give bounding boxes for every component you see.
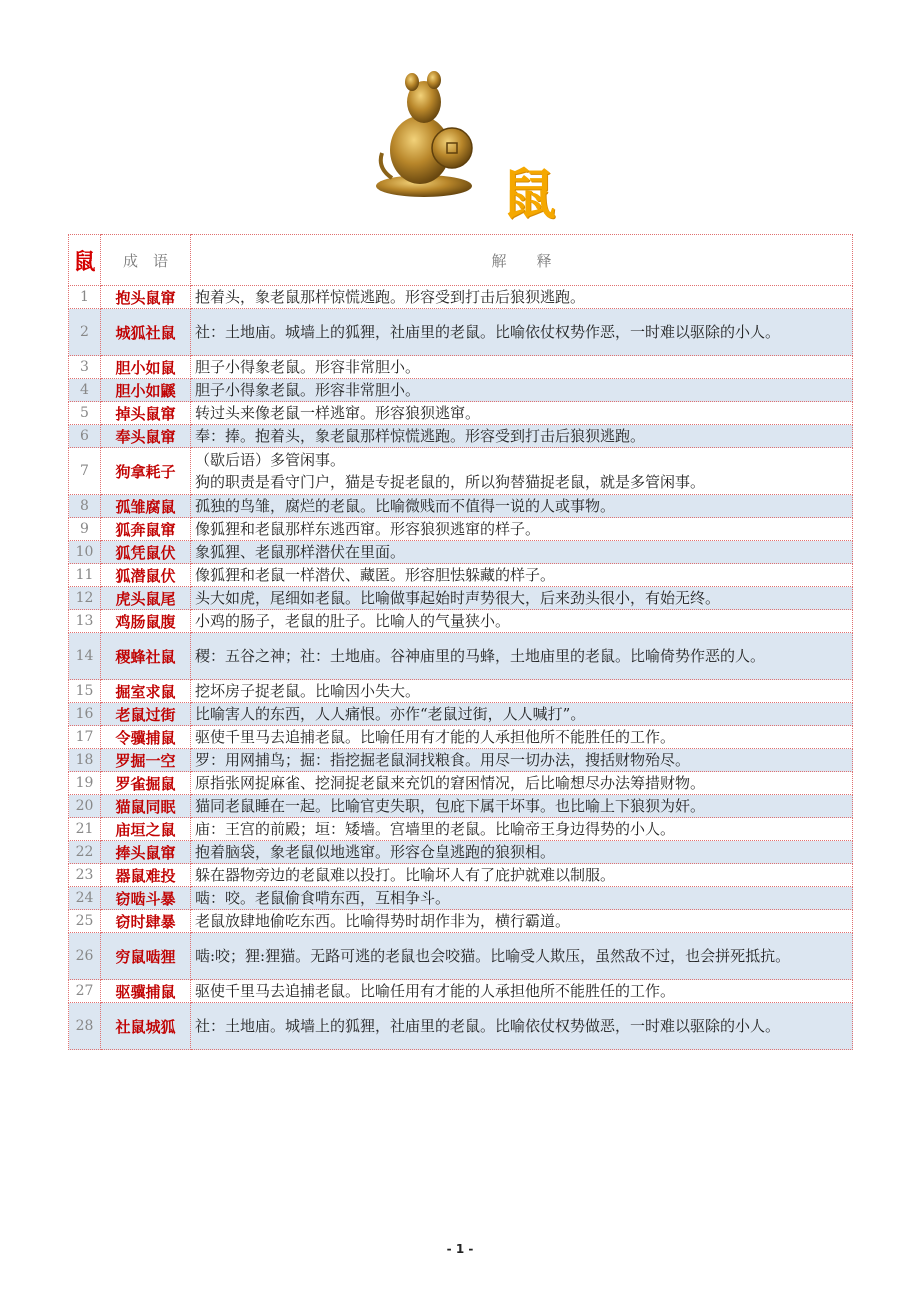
explanation-cell: 社：土地庙。城墙上的狐狸，社庙里的老鼠。比喻依仗权势作恶，一时难以驱除的小人。 <box>191 309 853 356</box>
idiom-cell: 抱头鼠窜 <box>101 286 191 309</box>
row-number: 14 <box>69 633 101 680</box>
row-number: 9 <box>69 518 101 541</box>
row-number: 23 <box>69 864 101 887</box>
row-number: 15 <box>69 680 101 703</box>
table-row <box>69 448 853 495</box>
table-row <box>69 864 853 887</box>
explanation-cell: 罗：用网捕鸟；掘：指挖掘老鼠洞找粮食。用尽一切办法，搜括财物殆尽。 <box>191 749 853 772</box>
table-row <box>69 887 853 910</box>
explanation-cell: 抱着头，象老鼠那样惊慌逃跑。形容受到打击后狼狈逃跑。 <box>191 286 853 309</box>
table-row <box>69 587 853 610</box>
row-number: 8 <box>69 495 101 518</box>
idiom-cell: 胆小如鼠 <box>101 356 191 379</box>
row-number: 28 <box>69 1003 101 1050</box>
explanation-cell: 象狐狸、老鼠那样潜伏在里面。 <box>191 541 853 564</box>
page-header <box>0 60 920 230</box>
idiom-cell: 罗掘一空 <box>101 749 191 772</box>
row-number: 7 <box>69 448 101 495</box>
table-header-row <box>69 235 853 286</box>
table-row <box>69 379 853 402</box>
zodiac-header-icon: 鼠 <box>69 235 101 286</box>
explanation-cell: 比喻害人的东西，人人痛恨。亦作“老鼠过街，人人喊打”。 <box>191 703 853 726</box>
table-row <box>69 518 853 541</box>
explanation-cell: 转过头来像老鼠一样逃窜。形容狼狈逃窜。 <box>191 402 853 425</box>
explanation-cell: 稷：五谷之神；社：土地庙。谷神庙里的马蜂，土地庙里的老鼠。比喻倚势作恶的人。 <box>191 633 853 680</box>
row-number: 22 <box>69 841 101 864</box>
table-row <box>69 402 853 425</box>
idiom-column-header: 成 语 <box>101 235 191 286</box>
table-body <box>69 286 853 1050</box>
idiom-cell: 穷鼠啮狸 <box>101 933 191 980</box>
idiom-cell: 城狐社鼠 <box>101 309 191 356</box>
explanation-column-header: 解 释 <box>191 235 853 286</box>
row-number: 17 <box>69 726 101 749</box>
explanation-cell: 胆子小得象老鼠。形容非常胆小。 <box>191 379 853 402</box>
idiom-cell: 胆小如鼷 <box>101 379 191 402</box>
explanation-cell: 挖坏房子捉老鼠。比喻因小失大。 <box>191 680 853 703</box>
row-number: 13 <box>69 610 101 633</box>
row-number: 18 <box>69 749 101 772</box>
explanation-cell: 庙：王宫的前殿；垣：矮墙。宫墙里的老鼠。比喻帝王身边得势的小人。 <box>191 818 853 841</box>
table-row <box>69 910 853 933</box>
table-row <box>69 772 853 795</box>
idiom-cell: 窃时肆暴 <box>101 910 191 933</box>
row-number: 4 <box>69 379 101 402</box>
idiom-cell: 孤雏腐鼠 <box>101 495 191 518</box>
table-row <box>69 726 853 749</box>
page-number: - 1 - <box>446 1242 474 1256</box>
table-row <box>69 680 853 703</box>
explanation-cell: 老鼠放肆地偷吃东西。比喻得势时胡作非为，横行霸道。 <box>191 910 853 933</box>
idiom-cell: 鸡肠鼠腹 <box>101 610 191 633</box>
row-number: 10 <box>69 541 101 564</box>
table-row <box>69 309 853 356</box>
idiom-cell: 老鼠过街 <box>101 703 191 726</box>
explanation-cell: 原指张网捉麻雀、挖洞捉老鼠来充饥的窘困情况，后比喻想尽办法筹措财物。 <box>191 772 853 795</box>
row-number: 21 <box>69 818 101 841</box>
explanation-cell: 躲在器物旁边的老鼠难以投打。比喻坏人有了庇护就难以制服。 <box>191 864 853 887</box>
explanation-cell: （歇后语）多管闲事。 狗的职责是看守门户，猫是专捉老鼠的，所以狗替猫捉老鼠，就是多管闲事。 <box>191 448 853 495</box>
idiom-cell: 庙垣之鼠 <box>101 818 191 841</box>
row-number: 6 <box>69 425 101 448</box>
row-number: 3 <box>69 356 101 379</box>
row-number: 16 <box>69 703 101 726</box>
idiom-cell: 器鼠难投 <box>101 864 191 887</box>
table-row <box>69 749 853 772</box>
explanation-cell: 奉：捧。抱着头，象老鼠那样惊慌逃跑。形容受到打击后狼狈逃跑。 <box>191 425 853 448</box>
row-number: 19 <box>69 772 101 795</box>
table-row <box>69 933 853 980</box>
idiom-cell: 捧头鼠窜 <box>101 841 191 864</box>
idiom-cell: 狐潜鼠伏 <box>101 564 191 587</box>
table-row <box>69 356 853 379</box>
idiom-cell: 掉头鼠窜 <box>101 402 191 425</box>
table-row <box>69 980 853 1003</box>
idiom-cell: 虎头鼠尾 <box>101 587 191 610</box>
idiom-cell: 令骥捕鼠 <box>101 726 191 749</box>
explanation-cell: 像狐狸和老鼠那样东逃西窜。形容狼狈逃窜的样子。 <box>191 518 853 541</box>
row-number: 12 <box>69 587 101 610</box>
table-row <box>69 633 853 680</box>
row-number: 5 <box>69 402 101 425</box>
table-row <box>69 610 853 633</box>
explanation-cell: 猫同老鼠睡在一起。比喻官吏失职，包庇下属干坏事。也比喻上下狼狈为奸。 <box>191 795 853 818</box>
explanation-cell: 头大如虎，尾细如老鼠。比喻做事起始时声势很大，后来劲头很小，有始无终。 <box>191 587 853 610</box>
table-row <box>69 425 853 448</box>
row-number: 27 <box>69 980 101 1003</box>
idiom-cell: 奉头鼠窜 <box>101 425 191 448</box>
idiom-cell: 驱骥捕鼠 <box>101 980 191 1003</box>
explanation-cell: 驱使千里马去追捕老鼠。比喻任用有才能的人承担他所不能胜任的工作。 <box>191 980 853 1003</box>
idiom-cell: 狐凭鼠伏 <box>101 541 191 564</box>
row-number: 20 <box>69 795 101 818</box>
explanation-cell: 社：土地庙。城墙上的狐狸，社庙里的老鼠。比喻依仗权势做恶，一时难以驱除的小人。 <box>191 1003 853 1050</box>
row-number: 2 <box>69 309 101 356</box>
explanation-cell: 小鸡的肠子，老鼠的肚子。比喻人的气量狭小。 <box>191 610 853 633</box>
idiom-cell: 罗雀掘鼠 <box>101 772 191 795</box>
idiom-cell: 狗拿耗子 <box>101 448 191 495</box>
row-number: 24 <box>69 887 101 910</box>
row-number: 26 <box>69 933 101 980</box>
explanation-cell: 孤独的鸟雏，腐烂的老鼠。比喻微贱而不值得一说的人或事物。 <box>191 495 853 518</box>
idiom-cell: 狐奔鼠窜 <box>101 518 191 541</box>
table-row <box>69 818 853 841</box>
idiom-table <box>68 234 853 1050</box>
table-row <box>69 286 853 309</box>
table-row <box>69 703 853 726</box>
idiom-cell: 猫鼠同眠 <box>101 795 191 818</box>
explanation-cell: 啮：咬。老鼠偷食啃东西，互相争斗。 <box>191 887 853 910</box>
explanation-cell: 啮:咬；狸:狸猫。无路可逃的老鼠也会咬猫。比喻受人欺压，虽然敌不过，也会拼死抵抗。 <box>191 933 853 980</box>
explanation-cell: 驱使千里马去追捕老鼠。比喻任用有才能的人承担他所不能胜任的工作。 <box>191 726 853 749</box>
table-row <box>69 795 853 818</box>
table-row <box>69 541 853 564</box>
idiom-cell: 掘室求鼠 <box>101 680 191 703</box>
idiom-cell: 社鼠城狐 <box>101 1003 191 1050</box>
idiom-cell: 窃啮斗暴 <box>101 887 191 910</box>
table-row <box>69 841 853 864</box>
zodiac-title: 鼠 <box>502 163 556 226</box>
brass-rat-figurine-icon <box>372 68 477 198</box>
row-number: 25 <box>69 910 101 933</box>
explanation-cell: 抱着脑袋，象老鼠似地逃窜。形容仓皇逃跑的狼狈相。 <box>191 841 853 864</box>
table-row <box>69 1003 853 1050</box>
table-row <box>69 564 853 587</box>
row-number: 1 <box>69 286 101 309</box>
idiom-cell: 稷蜂社鼠 <box>101 633 191 680</box>
row-number: 11 <box>69 564 101 587</box>
explanation-cell: 胆子小得象老鼠。形容非常胆小。 <box>191 356 853 379</box>
explanation-cell: 像狐狸和老鼠一样潜伏、藏匿。形容胆怯躲藏的样子。 <box>191 564 853 587</box>
table-row <box>69 495 853 518</box>
